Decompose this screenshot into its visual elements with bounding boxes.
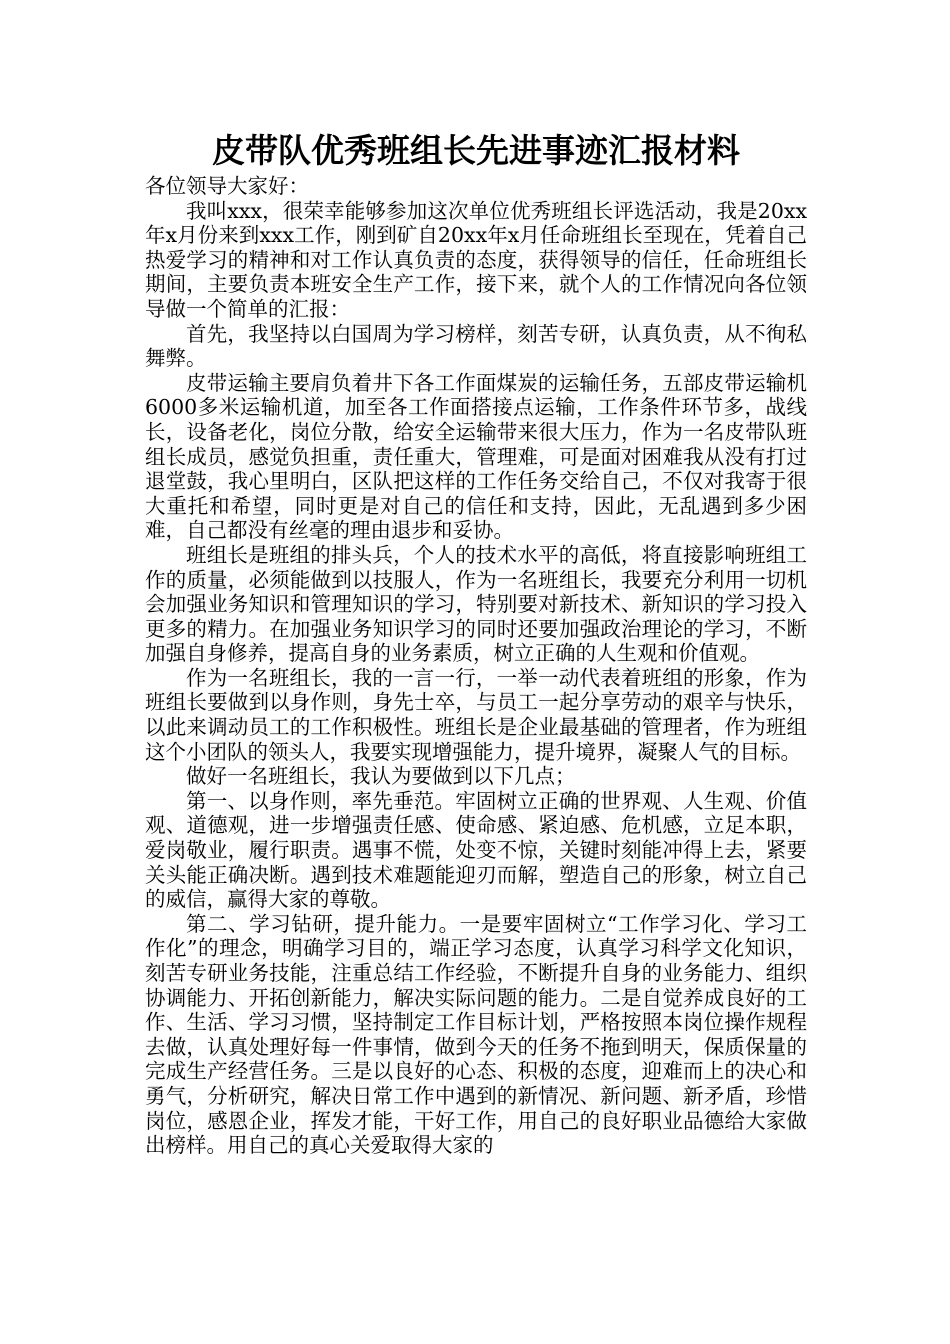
- salutation: 各位领导大家好：: [145, 174, 309, 198]
- document-page: [145, 128, 807, 1158]
- paragraph-point-two: 第二、学习钻研，提升能力。一是要牢固树立“工作学习化、学习工作化”的理念，明确学习目的，端正学习态度，认真学习科学文化知识，刻苦专研业务技能，注重总结工作经验，不断提升自身的业务能力、组织协调能力、开拓创新能力，解决实际问题的能力。二是自觉养成良好的工作、生活、学习习惯，坚持制定工作目标计划，严格按照本岗位操作规程去做，认真处理好每一件事情，做到今天的任务不拖到明天，保质保量的完成生产经营任务。三是以良好的心态、积极的态度，迎难而上的决心和勇气，分析研究，解决日常工作中遇到的新情况、新问题、新矛盾，珍惜岗位，感恩企业，挥发才能，干好工作，用自己的良好职业品德给大家做出榜样。用自己的真心关爱取得大家的: [145, 911, 807, 1158]
- paragraph-role-model: 首先，我坚持以白国周为学习榜样，刻苦专研，认真负责，从不徇私舞弊。: [145, 321, 807, 371]
- paragraph-lead-by-example: 作为一名班组长，我的一言一行，一举一动代表着班组的形象，作为班组长要做到以身作则，身先士卒，与员工一起分享劳动的艰辛与快乐，以此来调动员工的工作积极性。班组长是企业最基础的管理者，作为班组这个小团队的领头人，我要实现增强能力，提升境界，凝聚人气的目标。: [145, 665, 807, 764]
- paragraph-team-leader-skills: 班组长是班组的排头兵，个人的技术水平的高低，将直接影响班组工作的质量，必须能做到以技服人，作为一名班组长，我要充分利用一切机会加强业务知识和管理知识的学习，特别要对新技术、新知识的学习投入更多的精力。在加强业务知识学习的同时还要加强政治理论的学习，不断加强自身修养，提高自身的业务素质，树立正确的人生观和价值观。: [145, 542, 807, 666]
- paragraph-points-intro: 做好一名班组长，我认为要做到以下几点；: [186, 764, 576, 789]
- paragraph-intro: 我叫xxx，很荣幸能够参加这次单位优秀班组长评选活动，我是20xx年x月份来到xxx工作，刚到矿自20xx年x月任命班组长至现在，凭着自己热爱学习的精神和对工作认真负责的态度，获得领导的信任，任命班组长期间，主要负责本班安全生产工作，接下来，就个人的工作情况向各位领导做一个简单的汇报：: [145, 198, 807, 321]
- paragraph-point-one: 第一、以身作则，率先垂范。牢固树立正确的世界观、人生观、价值观、道德观，进一步增强责任感、使命感、紧迫感、危机感，立足本职，爱岗敬业，履行职责。遇事不慌，处变不惊，关键时刻能冲得上去，紧要关头能正确决断。遇到技术难题能迎刃而解，塑造自己的形象，树立自己的威信，赢得大家的尊敬。: [145, 788, 807, 912]
- document-title: 皮带队优秀班组长先进事迹汇报材料: [212, 131, 740, 170]
- paragraph-belt-transport: 皮带运输主要肩负着井下各工作面煤炭的运输任务，五部皮带运输机6000多米运输机道，加至各工作面搭接点运输，工作条件环节多，战线长，设备老化，岗位分散，给安全运输带来很大压力，作为一名皮带队班组长成员，感觉负担重，责任重大，管理难，可是面对困难我从没有打过退堂鼓，我心里明白，区队把这样的工作任务交给自己，不仅对我寄于很大重托和希望，同时更是对自己的信任和支持，因此，无乱遇到多少困难，自己都没有丝毫的理由退步和妥协。: [145, 370, 807, 543]
